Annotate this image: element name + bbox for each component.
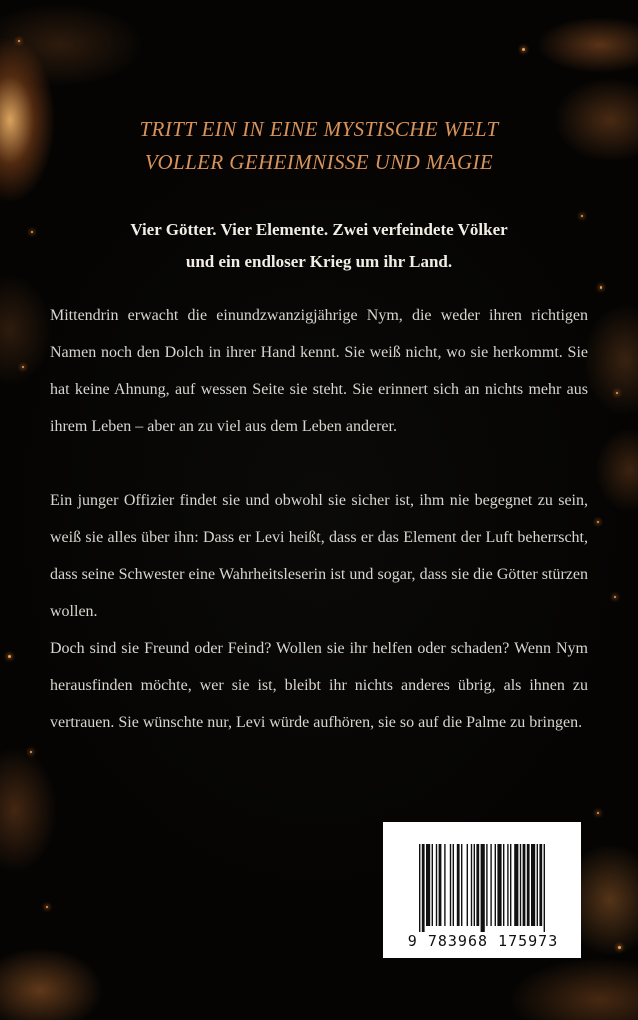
barcode-bar [527, 844, 530, 926]
barcode-bar [539, 844, 542, 926]
ember-spark [597, 521, 599, 523]
barcode-bar [531, 844, 535, 926]
barcode-bar [436, 844, 437, 926]
ember-spark [581, 215, 583, 217]
ember-spark [22, 366, 24, 368]
barcode-bar [461, 844, 462, 926]
ember-spark [46, 906, 48, 908]
barcode-bar [495, 844, 496, 926]
barcode-bar [467, 844, 468, 926]
barcode-bar [453, 844, 454, 926]
blurb-paragraph-2: Ein junger Offizier findet sie und obwohl sie sicher ist, ihm nie begegnet zu sein, weiß sie alles über ihn: Dass er Levi heißt, dass er das Element der Luft beherrscht, dass seine Schwester eine Wahrheitsleserin ist und sogar, dass sie die Götter stürzen wollen. [50, 492, 588, 620]
ember-spark [522, 48, 525, 51]
ember-spark [614, 596, 616, 598]
ember-spark [597, 812, 599, 814]
barcode-bar [481, 844, 485, 932]
barcode-bar [507, 844, 508, 926]
barcode-bar [450, 844, 451, 926]
barcode-bar [537, 844, 538, 926]
ember-spark [616, 392, 618, 394]
barcode-bar [471, 844, 472, 926]
barcode-bar [419, 844, 420, 932]
ember-spark [600, 286, 602, 289]
barcode-bar [422, 844, 425, 932]
barcode-bar [474, 844, 475, 926]
barcode-box [383, 822, 581, 958]
barcode-bar [520, 844, 521, 926]
barcode-bar [514, 844, 518, 926]
barcode-bar [490, 844, 491, 926]
barcode-bar [439, 844, 442, 926]
ember-spark [8, 655, 11, 658]
isbn-number: 9 783968 175973 [407, 932, 559, 950]
barcode-bar [497, 844, 501, 926]
subhead-line-1: Vier Götter. Vier Elemente. Zwei verfeindete Völker [130, 220, 508, 239]
barcode-bar [457, 844, 460, 926]
blurb-paragraph-1: Mittendrin erwacht die einundzwanzigjährige Nym, die weder ihren richtigen Namen noch den Dolch in ihrer Hand kennt. Sie weiß nicht, wo sie herkommt. Sie hat keine Ahnung, auf wessen Seite sie steht. Sie erinnert sich an nichts mehr aus ihrem Leben – aber an zu viel aus dem Leben anderer. [50, 307, 588, 435]
barcode-bar [444, 844, 445, 926]
ember-spark [618, 946, 621, 949]
ember-spark [30, 751, 32, 753]
barcode-bar [486, 844, 487, 926]
barcode-bar [510, 844, 511, 926]
barcode-bar [432, 844, 433, 926]
tagline-line-2: VOLLER GEHEIMNISSE UND MAGIE [144, 150, 494, 174]
barcode-bar [426, 844, 430, 926]
barcode-bar [523, 844, 526, 926]
ember-spark [18, 40, 20, 42]
barcode-bar [476, 844, 479, 926]
subhead-line-2: und ein endloser Krieg um ihr Land. [185, 252, 453, 271]
tagline-line-1: TRITT EIN IN EINE MYSTISCHE WELT [139, 117, 499, 141]
barcode-bar [544, 844, 545, 932]
blurb-paragraph-3: Doch sind sie Freund oder Feind? Wollen sie ihr helfen oder schaden? Wenn Nym herausfinden möchte, wer sie ist, bleibt ihr nichts anderes übrig, als ihnen zu vertrauen. Sie wünschte nur, Levi würde aufhören, sie so auf die Palme zu bringen. [50, 640, 588, 731]
barcode-bar [503, 844, 504, 926]
